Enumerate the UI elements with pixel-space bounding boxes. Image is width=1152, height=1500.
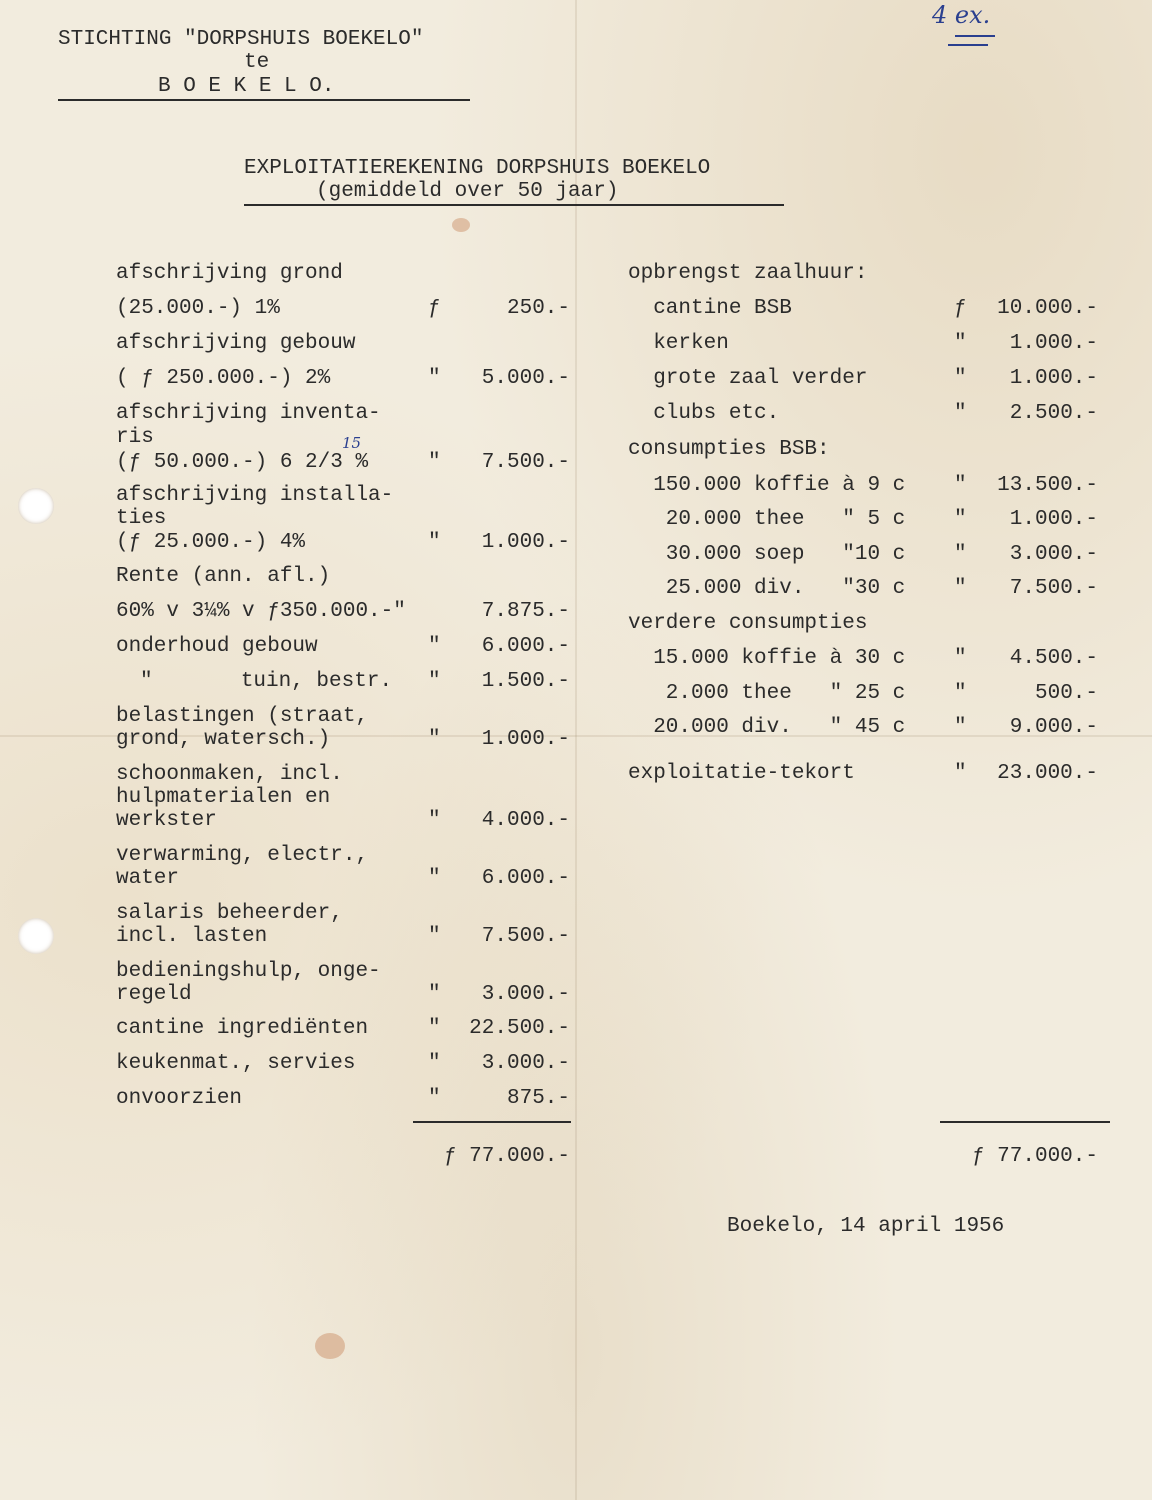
cost-mark: " xyxy=(428,531,441,554)
revenue-mark: ƒ xyxy=(954,297,967,320)
revenue-mark: " xyxy=(954,543,967,566)
revenue-mark: " xyxy=(954,647,967,670)
cost-amount: 3.000.- xyxy=(481,1052,570,1075)
handwritten-correction: 15 xyxy=(342,434,362,452)
revenue-amount: 1.000.- xyxy=(1009,332,1098,355)
revenue-label: cantine BSB xyxy=(628,297,792,320)
cost-label-cont: grond, watersch.) xyxy=(116,728,331,751)
revenue-label: 150.000 koffie à 9 c xyxy=(628,474,906,497)
revenue-amount: 2.500.- xyxy=(1009,402,1098,425)
cost-amount: 3.000.- xyxy=(481,983,570,1006)
revenue-amount: 1.000.- xyxy=(1009,367,1098,390)
cost-amount: 875.- xyxy=(506,1087,570,1110)
stain-mark xyxy=(452,218,470,232)
document-subtitle: (gemiddeld over 50 jaar) xyxy=(316,180,619,203)
cost-label-cont: ties xyxy=(116,507,167,530)
cost-label: " tuin, bestr. xyxy=(140,670,393,693)
cost-label: salaris beheerder, xyxy=(116,902,343,925)
revenue-total: ƒ 77.000.- xyxy=(971,1145,1098,1168)
revenue-mark: " xyxy=(954,716,967,739)
cost-amount: 6.000.- xyxy=(481,867,570,890)
cost-amount: 4.000.- xyxy=(481,809,570,832)
revenue-label: opbrengst zaalhuur: xyxy=(628,262,868,285)
revenue-mark: " xyxy=(954,508,967,531)
revenue-label: kerken xyxy=(628,332,729,355)
cost-basis: 60% v 3¼% v ƒ350.000.-" xyxy=(116,600,406,623)
cost-label: bedieningshulp, onge- xyxy=(116,960,381,983)
revenue-label: verdere consumpties xyxy=(628,612,868,635)
cost-label: belastingen (straat, xyxy=(116,705,369,728)
title-underline xyxy=(244,204,784,206)
revenue-mark: " xyxy=(954,577,967,600)
revenue-label: 15.000 koffie à 30 c xyxy=(628,647,906,670)
revenue-amount: 10.000.- xyxy=(997,297,1098,320)
cost-label-cont: incl. lasten xyxy=(116,925,268,948)
cost-mark: " xyxy=(428,925,441,948)
cost-mark: " xyxy=(428,809,441,832)
document-title: EXPLOITATIEREKENING DORPSHUIS BOEKELO xyxy=(244,157,711,180)
cost-mark: " xyxy=(428,451,441,474)
punch-hole-icon xyxy=(18,918,54,954)
cost-label-cont: water xyxy=(116,867,180,890)
cost-amount: 5.000.- xyxy=(481,367,570,390)
cost-label: afschrijving grond xyxy=(116,262,343,285)
cost-mark: " xyxy=(428,1052,441,1075)
cost-label: onderhoud gebouw xyxy=(116,635,318,658)
revenue-label: exploitatie-tekort xyxy=(628,762,855,785)
cost-amount: 7.875.- xyxy=(481,600,570,623)
revenue-amount: 500.- xyxy=(1034,682,1098,705)
org-name-line3: B O E K E L O. xyxy=(158,75,335,98)
cost-label-cont: werkster xyxy=(116,809,217,832)
cost-mark: ƒ xyxy=(428,297,441,320)
revenue-label: 2.000 thee " 25 c xyxy=(628,682,906,705)
costs-total-rule xyxy=(413,1121,571,1123)
cost-amount: 1.500.- xyxy=(481,670,570,693)
cost-basis: ( ƒ 250.000.-) 2% xyxy=(116,367,331,390)
cost-label: verwarming, electr., xyxy=(116,844,369,867)
revenue-amount: 13.500.- xyxy=(997,474,1098,497)
cost-amount: 7.500.- xyxy=(481,451,570,474)
cost-label-cont: hulpmaterialen en xyxy=(116,786,331,809)
revenue-mark: " xyxy=(954,682,967,705)
costs-total: ƒ 77.000.- xyxy=(443,1145,570,1168)
revenue-mark: " xyxy=(954,332,967,355)
cost-label: Rente (ann. afl.) xyxy=(116,565,331,588)
handwritten-underline xyxy=(955,35,995,37)
revenue-mark: " xyxy=(954,367,967,390)
revenue-label: clubs etc. xyxy=(628,402,780,425)
revenue-amount: 1.000.- xyxy=(1009,508,1098,531)
cost-label: keukenmat., servies xyxy=(116,1052,356,1075)
cost-basis: (25.000.-) 1% xyxy=(116,297,280,320)
handwritten-underline xyxy=(948,44,988,46)
cost-basis: (ƒ 25.000.-) 4% xyxy=(116,531,306,554)
cost-mark: " xyxy=(428,1017,441,1040)
cost-amount: 7.500.- xyxy=(481,925,570,948)
cost-amount: 1.000.- xyxy=(481,531,570,554)
cost-label: schoonmaken, incl. xyxy=(116,763,343,786)
cost-mark: " xyxy=(428,635,441,658)
revenue-label: 20.000 thee " 5 c xyxy=(628,508,906,531)
cost-amount: 6.000.- xyxy=(481,635,570,658)
revenue-amount: 23.000.- xyxy=(997,762,1098,785)
revenue-amount: 7.500.- xyxy=(1009,577,1098,600)
cost-mark: " xyxy=(428,983,441,1006)
revenue-mark: " xyxy=(954,474,967,497)
revenue-label: 30.000 soep "10 c xyxy=(628,543,906,566)
cost-label: afschrijving gebouw xyxy=(116,332,356,355)
cost-amount: 1.000.- xyxy=(481,728,570,751)
cost-label-cont: ris xyxy=(116,426,154,449)
header-underline xyxy=(58,99,470,101)
cost-label: onvoorzien xyxy=(116,1087,243,1110)
revenue-label: grote zaal verder xyxy=(628,367,868,390)
cost-amount: 22.500.- xyxy=(469,1017,570,1040)
cost-label: afschrijving installa- xyxy=(116,484,394,507)
handwritten-copies-note: 4 ex. xyxy=(932,1,991,29)
org-name-line2: te xyxy=(244,51,270,74)
place-date: Boekelo, 14 april 1956 xyxy=(727,1215,1005,1238)
revenue-total-rule xyxy=(940,1121,1110,1123)
cost-mark: " xyxy=(428,728,441,751)
fold-line-vertical xyxy=(575,0,577,1500)
org-name-line1: STICHTING "DORPSHUIS BOEKELO" xyxy=(58,28,424,51)
punch-hole-icon xyxy=(18,488,54,524)
cost-mark: " xyxy=(428,670,441,693)
revenue-amount: 9.000.- xyxy=(1009,716,1098,739)
cost-label: cantine ingrediënten xyxy=(116,1017,369,1040)
cost-amount: 250.- xyxy=(506,297,570,320)
revenue-label: consumpties BSB: xyxy=(628,438,830,461)
revenue-amount: 3.000.- xyxy=(1009,543,1098,566)
cost-mark: " xyxy=(428,867,441,890)
cost-mark: " xyxy=(428,1087,441,1110)
cost-label: afschrijving inventa- xyxy=(116,402,381,425)
revenue-mark: " xyxy=(954,402,967,425)
revenue-label: 20.000 div. " 45 c xyxy=(628,716,906,739)
revenue-mark: " xyxy=(954,762,967,785)
cost-basis: (ƒ 50.000.-) 6 2/3 % xyxy=(116,451,369,474)
cost-label-cont: regeld xyxy=(116,983,192,1006)
stain-mark xyxy=(315,1333,345,1359)
revenue-amount: 4.500.- xyxy=(1009,647,1098,670)
cost-mark: " xyxy=(428,367,441,390)
revenue-label: 25.000 div. "30 c xyxy=(628,577,906,600)
